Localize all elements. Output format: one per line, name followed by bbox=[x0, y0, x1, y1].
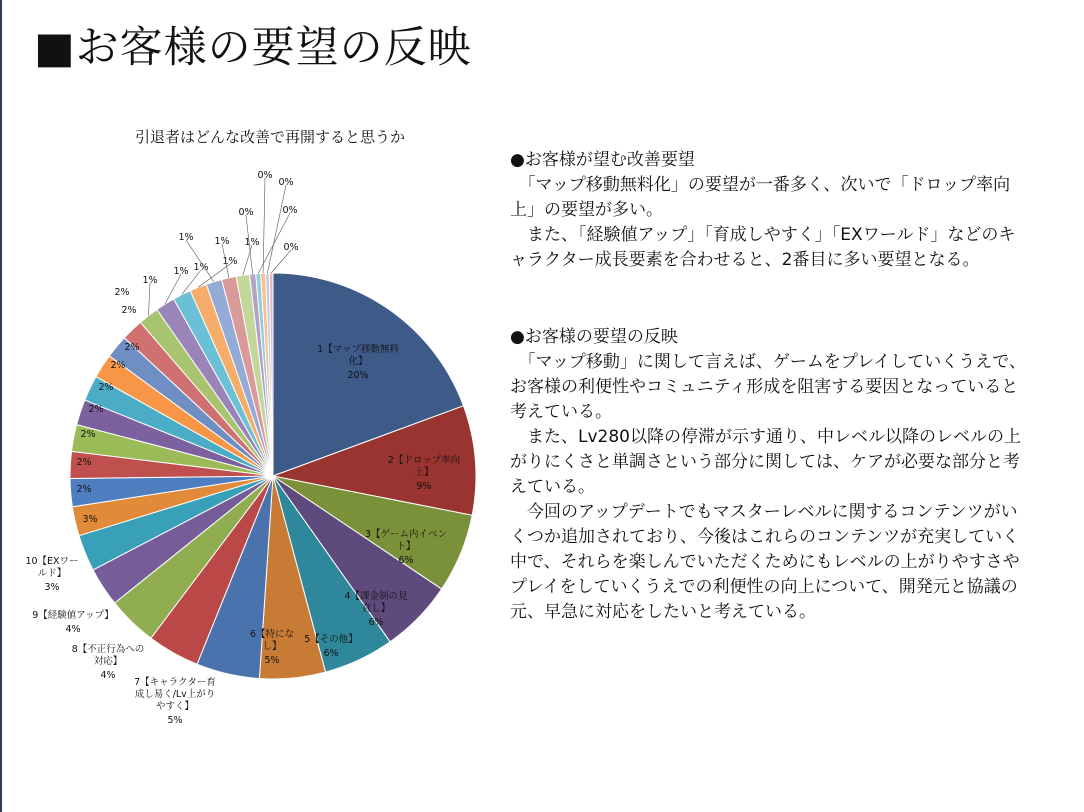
slice-label: 9【経験値アップ】 bbox=[32, 610, 114, 621]
slice-label: 化】 bbox=[348, 356, 368, 367]
slice-percent-label: 1% bbox=[178, 232, 194, 243]
slide-title: ■お客様の要望の反映 bbox=[34, 23, 472, 73]
section1-paragraph: また、「経験値アップ」「育成しやすく」「EXワールド」などのキャラクター成長要素を合わせると、2番目に多い要望となる。 bbox=[510, 225, 1016, 270]
slice-percent-label: 2% bbox=[124, 342, 140, 353]
section-gap bbox=[510, 273, 1030, 325]
slice-percent-label: 2% bbox=[76, 484, 92, 495]
slice-percent-label: 1% bbox=[222, 256, 238, 267]
leader-line bbox=[243, 245, 252, 275]
slice-percent-label: 3% bbox=[44, 582, 60, 593]
slice-label: 3【ゲーム内イベン bbox=[364, 529, 448, 540]
slice-label: 4【課金制の見 bbox=[344, 591, 408, 602]
slice-label: し】 bbox=[262, 641, 282, 652]
slice-percent-label: 0% bbox=[282, 205, 298, 216]
slice-label: 直し】 bbox=[361, 603, 391, 614]
slice-percent-label: 2% bbox=[121, 305, 137, 316]
slice-percent-label: 5% bbox=[167, 715, 183, 726]
slice-label: やすく】 bbox=[155, 701, 195, 712]
slice-percent-label: 20% bbox=[347, 370, 369, 381]
chart-title: 引退者はどんな改善で再開すると思うか bbox=[134, 128, 405, 146]
slice-percent-label: 4% bbox=[65, 624, 81, 635]
leader-line bbox=[263, 178, 265, 273]
section2-paragraph: 今回のアップデートでもマスターレベルに関するコンテンツがいくつか追加されており、今後はこれらのコンテンツが充実していく中で、それらを楽しんでいただくためにもレベルの上がりやすさやプレイをしていくうえでの利便性の向上について、開発元と協議の元、早急に対応をしたいと考えている。 bbox=[510, 502, 1020, 622]
slice-percent-label: 3% bbox=[82, 514, 98, 525]
section2-paragraph: 「マップ移動」に関して言えば、ゲームをプレイしていくうえで、お客様の利便性やコミュニティ形成を阻害する要因となっていると考えている。 bbox=[510, 352, 1026, 422]
slice-percent-label: 4% bbox=[100, 670, 116, 681]
leader-line bbox=[267, 185, 286, 273]
slice-label: 成し易く/Lv上がり bbox=[134, 689, 216, 700]
slice-percent-label: 0% bbox=[238, 207, 254, 218]
slice-percent-label: 2% bbox=[110, 360, 126, 371]
slice-percent-label: 0% bbox=[257, 170, 273, 181]
slice-label: 上】 bbox=[414, 467, 434, 478]
slice-percent-label: 9% bbox=[416, 481, 432, 492]
slice-percent-label: 2% bbox=[114, 287, 130, 298]
slice-percent-label: 5% bbox=[264, 655, 280, 666]
slice-percent-label: 2% bbox=[98, 382, 114, 393]
slice-percent-label: 2% bbox=[88, 404, 104, 415]
slice-label: ト】 bbox=[396, 541, 416, 552]
slice-label: 10【EXワー bbox=[25, 556, 79, 567]
slice-label: 5【その他】 bbox=[304, 634, 358, 645]
slice-percent-label: 0% bbox=[278, 177, 294, 188]
slice-label: 対応】 bbox=[93, 656, 123, 667]
slice-percent-label: 0% bbox=[283, 242, 299, 253]
slice-percent-label: 1% bbox=[193, 262, 209, 273]
slice-label: 7【キャラクター育 bbox=[134, 677, 216, 688]
slice-percent-label: 6% bbox=[368, 617, 384, 628]
slice-label: ルド】 bbox=[37, 568, 67, 579]
slice-percent-label: 1% bbox=[244, 237, 260, 248]
slice-label: 8【不正行為への bbox=[71, 644, 145, 655]
section2-paragraph: また、Lv280以降の停滞が示す通り、中レベル以降のレベルの上がりにくさと単調さという部分に関しては、ケアが必要な部分と考えている。 bbox=[510, 427, 1021, 497]
leader-line bbox=[148, 283, 150, 316]
leader-line bbox=[186, 240, 214, 282]
slice-percent-label: 2% bbox=[80, 429, 96, 440]
slice-percent-label: 1% bbox=[214, 236, 230, 247]
slice-percent-label: 1% bbox=[142, 275, 158, 286]
text-panel bbox=[510, 148, 1030, 625]
leader-line bbox=[271, 250, 291, 273]
section2-heading: ●お客様の要望の反映 bbox=[510, 327, 678, 347]
slice-percent-label: 6% bbox=[323, 648, 339, 659]
slice-percent-label: 6% bbox=[398, 555, 414, 566]
section1-paragraph: 「マップ移動無料化」の要望が一番多く、次いで「ドロップ率向上」の要望が多い。 bbox=[510, 175, 1011, 220]
slice-percent-label: 1% bbox=[173, 266, 189, 277]
slice-label: 1【マップ移動無料 bbox=[317, 344, 399, 355]
slice-label: 6【特にな bbox=[249, 629, 295, 640]
section1-heading: ●お客様が望む改善要望 bbox=[510, 150, 695, 170]
slice-percent-label: 2% bbox=[76, 457, 92, 468]
slice-label: 2【ドロップ率向 bbox=[387, 455, 461, 466]
